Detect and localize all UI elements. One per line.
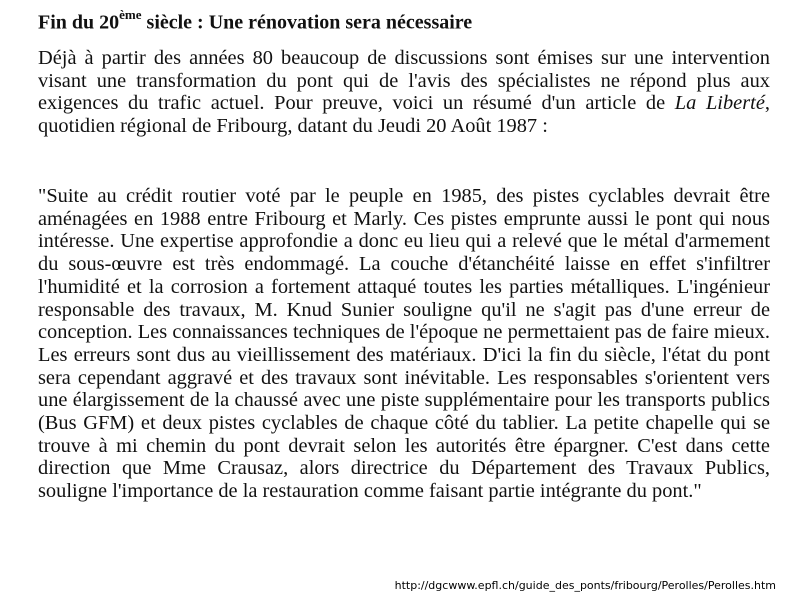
article-quote: "Suite au crédit routier voté par le peuple en 1985, des pistes cyclables devrait être aménagées en 1988 entre Fribourg et Marly. Ces pistes emprunte aussi le pont qui nous intéresse. Une expertise approfondie a donc eu lieu qui a relevé que le métal d'armement du sous-œuvre est très endommagé. La couche d'étanchéité laisse en effet s'infiltrer l'humidité et la corrosion a fortement attaqué toutes les parties métalliques. L'ingénieur responsable des travaux, M. Knud Sunier souligne qu'il ne s'agit pas d'une erreur de conception. Les connaissances techniques de l'époque ne permettaient pas de faire mieux. Les erreurs sont dus au vieillissement des matériaux. D'ici la fin du siècle, l'état du pont sera cependant aggravé et des travaux sont inévitable. Les responsables s'orientent vers une élargissement de la chaussé avec une piste supplémentaire pour les transports publics (Bus GFM) et deux pistes cyclables de chaque côté du tablier. La petite chapelle qui se trouve à mi chemin du pont devrait selon les autorités être épargner. C'est dans cette direction que Mme Crausaz, alors directrice du Département des Travaux Publics, souligne l'importance de la restauration comme faisant partie intégrante du pont.": [38, 185, 770, 503]
intro-text-end: , quotidien régional de Fribourg, datant du Jeudi 20 Août 1987 :: [38, 92, 770, 138]
newspaper-title: La Liberté: [674, 92, 765, 115]
source-url: http://dgcwww.epfl.ch/guide_des_ponts/fribourg/Perolles/Perolles.htm: [391, 577, 780, 594]
intro-paragraph: [38, 47, 770, 138]
title-superscript: ème: [119, 7, 142, 22]
title-prefix: Fin du 20: [38, 11, 120, 34]
intro-text-start: Déjà à partir des années 80 beaucoup de discussions sont émises sur une intervention visant une transformation du pont qui de l'avis des spécialistes ne répond plus aux exigences du trafic actuel. Pour preuve, voici un résumé d'un article de: [38, 47, 770, 115]
title-suffix: siècle : Une rénovation sera nécessaire: [141, 11, 473, 34]
page-title: [38, 5, 472, 35]
